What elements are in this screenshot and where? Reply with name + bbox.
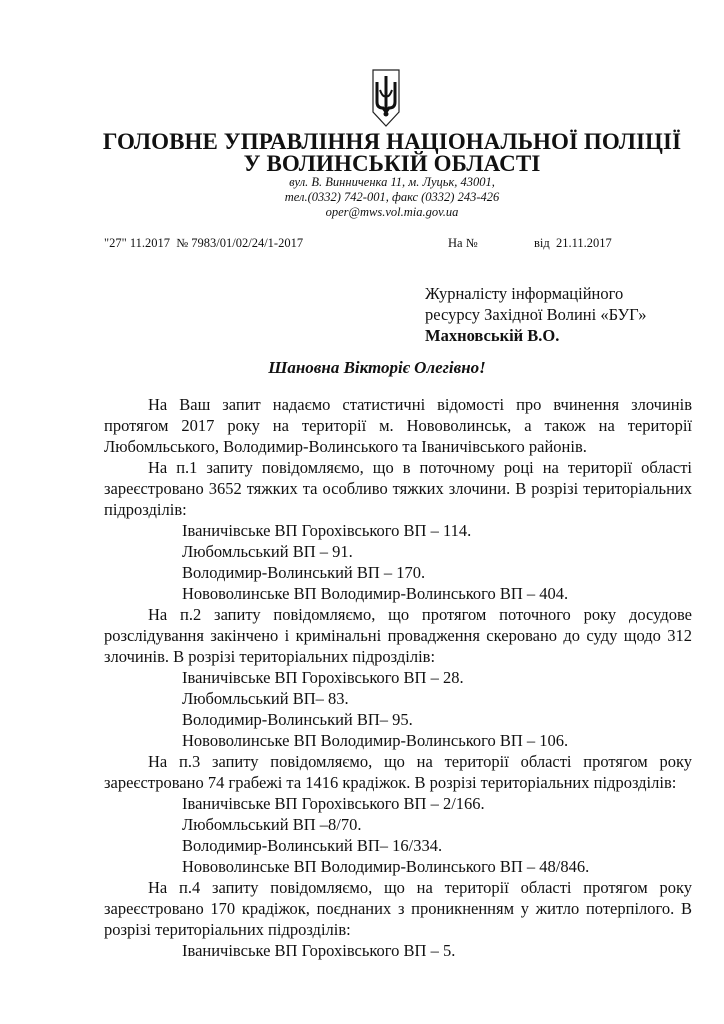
section-2-paragraph: На п.2 запиту повідомляємо, що протягом поточного року досудове розслідування закінчено і кримінальні провадження скеровано до суду щодо 312 злочинів. В розрізі територіальних підрозділів:	[104, 605, 692, 666]
phone-fax: тел.(0332) 742-001, факс (0332) 243-426	[284, 190, 500, 204]
section-4-paragraph: На п.4 запиту повідомляємо, що на території області протягом року зареєстровано 170 крадіжок, поєднаних з проникненням у житло потерпілого. В розрізі територіальних підрозділів:	[104, 878, 692, 939]
section-4-list	[104, 940, 692, 961]
organization-region: У ВОЛИНСЬКІЙ ОБЛАСТІ	[243, 151, 541, 176]
list-item: Любомльський ВП– 83.	[182, 689, 349, 708]
incoming-date: від 21.11.2017	[534, 236, 612, 250]
recipient-line-2: ресурсу Західної Волині «БУГ»	[425, 305, 647, 324]
list-item: Нововолинське ВП Володимир-Волинського ВП – 106.	[182, 731, 569, 750]
intro-paragraph: На Ваш запит надаємо статистичні відомості про вчинення злочинів протягом 2017 року на території м. Нововолинськ, а також на території Любомльського, Володимир-Волинського та Іваничівського районів.	[104, 395, 692, 456]
list-item: Іваничівське ВП Горохівського ВП – 5.	[182, 941, 456, 960]
recipient-name: Махновській В.О.	[425, 326, 560, 345]
section-1-paragraph: На п.1 запиту повідомляємо, що в поточному році на території області зареєстровано 3652 тяжких та особливо тяжких злочини. В розрізі територіальних підрозділів:	[104, 458, 692, 519]
section-3-paragraph: На п.3 запиту повідомляємо, що на території області протягом року зареєстровано 74 грабежі та 1416 крадіжок. В розрізі територіальних підрозділів:	[104, 752, 692, 792]
section-3-list	[104, 793, 692, 877]
list-item: Нововолинське ВП Володимир-Волинського ВП – 404.	[182, 584, 569, 603]
list-item: Любомльський ВП – 91.	[182, 542, 353, 561]
section-1-list	[104, 520, 692, 604]
section-2-list	[104, 667, 692, 751]
list-item: Володимир-Волинський ВП– 16/334.	[182, 836, 443, 855]
incoming-number-label: На №	[448, 236, 478, 250]
list-item: Нововолинське ВП Володимир-Волинського ВП – 48/846.	[182, 857, 590, 876]
list-item: Любомльський ВП –8/70.	[182, 815, 362, 834]
list-item: Володимир-Волинський ВП– 95.	[182, 710, 413, 729]
list-item: Іваничівське ВП Горохівського ВП – 114.	[182, 521, 472, 540]
trident-coat-of-arms-icon	[371, 68, 401, 128]
letter-body	[104, 394, 692, 961]
list-item: Володимир-Волинський ВП – 170.	[182, 563, 426, 582]
address: вул. В. Винниченка 11, м. Луцьк, 43001,	[289, 175, 495, 189]
organization-name: ГОЛОВНЕ УПРАВЛІННЯ НАЦІОНАЛЬНОЇ ПОЛІЦІЇ	[102, 129, 682, 154]
outgoing-registration-number: "27" 11.2017 № 7983/01/02/24/1-2017	[104, 236, 304, 250]
recipient-line-1: Журналісту інформаційного	[425, 284, 624, 303]
list-item: Іваничівське ВП Горохівського ВП – 2/166.	[182, 794, 485, 813]
email: oper@mws.vol.mia.gov.ua	[325, 205, 459, 219]
recipient-block	[425, 283, 647, 346]
greeting: Шановна Вікторіє Олегівно!	[268, 358, 486, 377]
list-item: Іваничівське ВП Горохівського ВП – 28.	[182, 668, 464, 687]
